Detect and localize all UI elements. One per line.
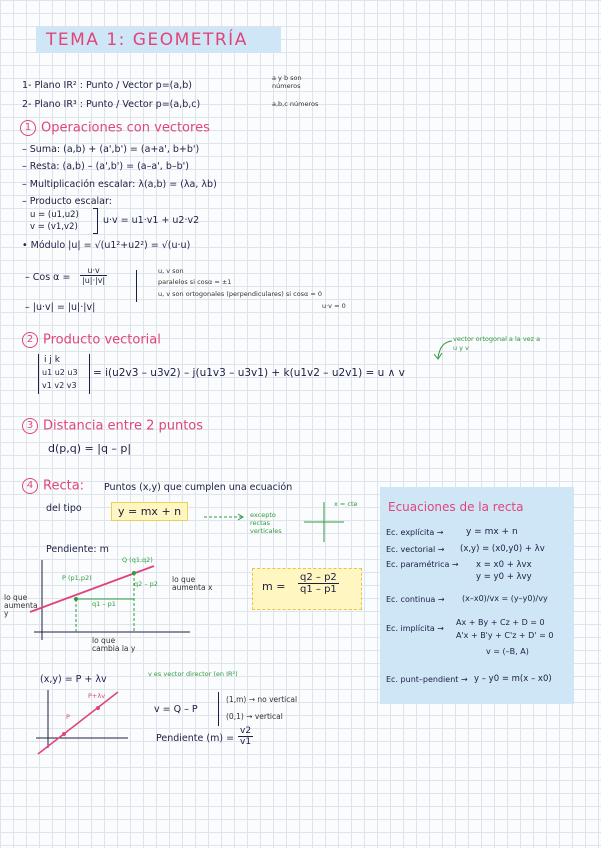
producto-escalar-line: – Producto escalar: bbox=[22, 196, 112, 207]
m-numerator: q2 – p2 bbox=[300, 572, 337, 583]
cross-product-note: vector ortogonal a la vez a u y v bbox=[453, 335, 541, 352]
cos-note-2: paralelos si cosα = ±1 bbox=[158, 278, 232, 286]
panel-explicita: y = mx + n bbox=[466, 527, 518, 537]
intro-note-1: a y b son números bbox=[272, 74, 302, 90]
param-eq: (x,y) = P + λv bbox=[40, 674, 107, 685]
pv-label: P+λv bbox=[88, 692, 106, 700]
cos-fraction bbox=[80, 266, 107, 285]
mult-line: – Multiplicación escalar: λ(a,b) = (λa, λb) bbox=[22, 179, 217, 190]
section-1-title: Operaciones con vectores bbox=[41, 120, 210, 136]
recta-except-note: excepto rectas verticales bbox=[250, 511, 282, 535]
v-def: v = (v1,v2) bbox=[30, 222, 78, 232]
recta-desc-2: del tipo bbox=[46, 503, 82, 514]
section-3-heading bbox=[22, 418, 203, 434]
panel-punto: y – y0 = m(x – x0) bbox=[474, 674, 552, 684]
intro-note-2: a,b,c números bbox=[272, 100, 319, 108]
recta-equation: y = mx + n bbox=[111, 502, 188, 521]
m-denominator: q1 – p1 bbox=[300, 584, 337, 595]
intro-line-1: 1- Plano IR² : Punto / Vector p=(a,b) bbox=[22, 80, 192, 91]
panel-implicita-label: Ec. implícita → bbox=[386, 624, 444, 633]
lo-que-y-note: lo que aumenta y bbox=[4, 593, 38, 618]
cos-arrow-bar bbox=[136, 270, 151, 302]
cos-note-1: u, v son bbox=[158, 267, 184, 275]
slope-denominator: v1 bbox=[240, 737, 252, 747]
modulo-line: • Módulo |u| = √(u1²+u2²) = √(u·u) bbox=[22, 240, 191, 251]
cos-denominator: |u|·|v| bbox=[82, 276, 106, 285]
section-2-number: 2 bbox=[22, 332, 38, 348]
section-1-number: 1 bbox=[20, 120, 36, 136]
panel-title: Ecuaciones de la recta bbox=[388, 500, 524, 514]
section-2-title: Producto vectorial bbox=[43, 332, 161, 348]
panel-vectorial-label: Ec. vectorial → bbox=[386, 545, 445, 554]
lo-que-cambia-note: lo que cambia la y bbox=[92, 636, 136, 653]
cos-lhs: – Cos α = bbox=[25, 272, 71, 283]
brace bbox=[93, 208, 98, 234]
abs-line: – |u·v| = |u|·|v| bbox=[25, 302, 96, 313]
vertical-note: x = cte bbox=[334, 500, 358, 508]
m-fraction bbox=[298, 572, 339, 595]
slope-fraction bbox=[238, 726, 253, 747]
slope-numerator: v2 bbox=[240, 726, 252, 736]
page-title: TEMA 1: GEOMETRÍA bbox=[46, 30, 248, 50]
panel-continua-label: Ec. continua → bbox=[386, 595, 445, 604]
matrix-row-2: u1 u2 u3 bbox=[42, 368, 78, 377]
cos-numerator: u·v bbox=[80, 266, 107, 276]
lo-que-x-note: lo que aumenta x bbox=[172, 575, 213, 592]
cos-note-4: u·v = 0 bbox=[322, 302, 346, 310]
v-def-line: v = Q – P bbox=[154, 704, 198, 715]
section-4-title: Recta: bbox=[43, 478, 85, 494]
intro-line-2: 2- Plano IR³ : Punto / Vector p=(a,b,c) bbox=[22, 99, 201, 110]
point-q-label: Q (q1,q2) bbox=[122, 556, 153, 564]
panel-continua: (x–x0)/vx = (y–y0)/vy bbox=[462, 594, 548, 603]
panel-parametrica-1: x = x0 + λvx bbox=[476, 560, 532, 570]
panel-implicita-3: v = (–B, A) bbox=[486, 647, 529, 656]
cross-product-formula: = i(u2v3 – u3v2) – j(u1v3 – u3v1) + k(u1v2 – u2v1) = u ∧ v bbox=[93, 367, 405, 379]
panel-implicita-1: Ax + By + Cz + D = 0 bbox=[456, 618, 545, 627]
point-p-label: P (p1,p2) bbox=[62, 574, 92, 582]
param-diagram bbox=[28, 686, 138, 760]
dot-formula: u·v = u1·v1 + u2·v2 bbox=[103, 215, 200, 226]
section-2-heading bbox=[22, 332, 161, 348]
rise-label: q2 – p2 bbox=[134, 580, 158, 588]
panel-punto-label: Ec. punt–pendient → bbox=[386, 675, 468, 684]
panel-explicita-label: Ec. explícita → bbox=[386, 528, 444, 537]
run-label: q1 – p1 bbox=[92, 600, 116, 608]
panel-parametrica-2: y = y0 + λvy bbox=[476, 572, 532, 582]
section-1-heading bbox=[20, 120, 210, 136]
u-def: u = (u1,u2) bbox=[30, 210, 79, 220]
panel-parametrica-label: Ec. paramétrica → bbox=[386, 560, 459, 569]
section-3-title: Distancia entre 2 puntos bbox=[43, 418, 204, 434]
recta-desc: Puntos (x,y) que cumplen una ecuación bbox=[104, 482, 293, 493]
section-4-number: 4 bbox=[22, 478, 38, 494]
panel-vectorial: (x,y) = (x0,y0) + λv bbox=[460, 544, 545, 554]
matrix-row-3: v1 v2 v3 bbox=[42, 381, 77, 390]
suma-line: – Suma: (a,b) + (a',b') = (a+a', b+b') bbox=[22, 144, 200, 155]
section-3-number: 3 bbox=[22, 418, 38, 434]
section-4-heading bbox=[22, 478, 84, 494]
v-brace bbox=[218, 692, 223, 726]
m-eq-label: m = bbox=[262, 580, 286, 593]
slope-text: Pendiente (m) = bbox=[156, 733, 235, 744]
matrix-row-1: i j k bbox=[44, 355, 60, 365]
p-label: P bbox=[66, 713, 70, 721]
v-option-1: (1,m) → no vertical bbox=[226, 695, 298, 704]
note-arrow-icon bbox=[430, 338, 456, 362]
cos-note-3: u, v son ortogonales (perpendiculares) si cosα = 0 bbox=[158, 290, 323, 298]
green-arrow-icon bbox=[202, 512, 248, 522]
param-note: v es vector director (en IR²) bbox=[148, 670, 238, 678]
resta-line: – Resta: (a,b) – (a',b') = (a–a', b–b') bbox=[22, 161, 189, 172]
distance-formula: d(p,q) = |q – p| bbox=[48, 442, 132, 455]
v-option-2: (0,1) → vertical bbox=[226, 712, 283, 721]
pendiente-label: Pendiente: m bbox=[46, 544, 109, 555]
panel-implicita-2: A'x + B'y + C'z + D' = 0 bbox=[456, 631, 554, 640]
